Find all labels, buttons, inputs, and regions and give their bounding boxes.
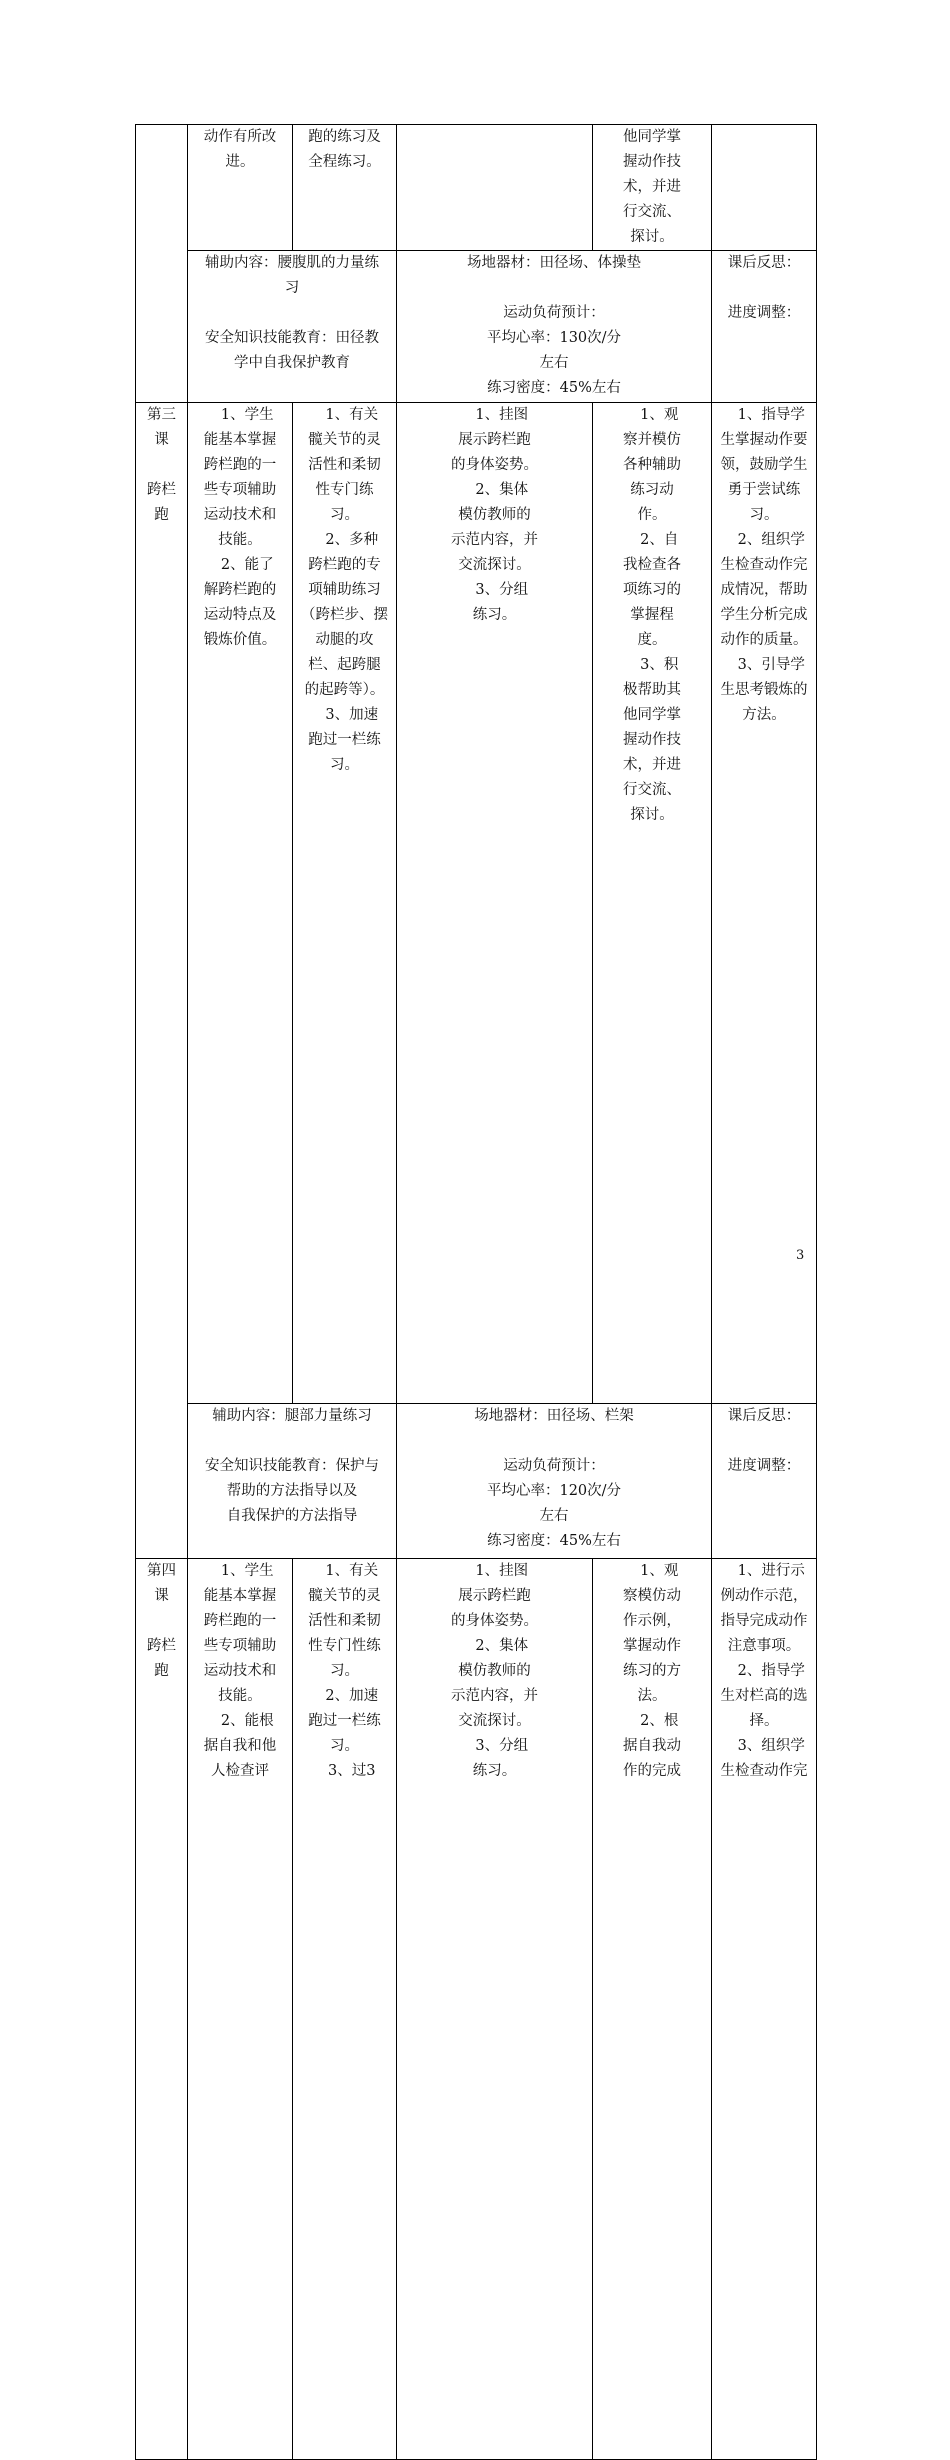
teacher-guidance-cell: 1、进行示 例动作示范， 指导完成动作 注意事项。 2、指导学 生对栏高的选 择。 3、组织学 生检查动作完 [712,1559,817,2460]
auxiliary-content-cell: 辅助内容：腿部力量练习 安全知识技能教育：保护与 帮助的方法指导以及 自我保护的方法指导 [188,1404,397,1559]
teaching-method-cell: 1、挂图 展示跨栏跑 的身体姿势。 2、集体 模仿教师的 示范内容，并 交流探讨。 3、分组 练习。 [397,403,593,1404]
content-cell: 1、有关 髋关节的灵 活性和柔韧 性专门练 习。 2、多种 跨栏跑的专 项辅助练习 （跨栏步、摆 动腿的攻 栏、起跨腿 的起跨等）。 3、加速 跑过一栏练 习。 [293,403,397,1404]
teaching-method-cell [397,125,593,251]
lesson-label-cell: 第三 课 跨栏 跑 [136,403,188,1559]
teacher-guidance-cell: 1、指导学 生掌握动作要 领，鼓励学生 勇于尝试练 习。 2、组织学 生检查动作完 成情况，帮助 学生分析完成 动作的质量。 3、引导学 生思考锻炼的 方法。 [712,403,817,1404]
auxiliary-content-cell: 辅助内容：腰腹肌的力量练 习 安全知识技能教育：田径教 学中自我保护教育 [188,251,397,403]
content-cell: 1、有关 髋关节的灵 活性和柔韧 性专门性练 习。 2、加速 跑过一栏练 习。 3、过3 [293,1559,397,2460]
table-row-auxiliary [136,251,817,403]
table-row-continuation [136,125,817,251]
lesson-plan-table [135,124,817,2460]
page-number: 3 [796,1248,805,1263]
reflection-cell: 课后反思： 进度调整： [712,251,817,403]
equipment-load-cell: 场地器材：田径场、体操垫 运动负荷预计： 平均心率：130次/分 左右 练习密度：45%左右 [397,251,712,403]
teaching-method-cell: 1、挂图 展示跨栏跑 的身体姿势。 2、集体 模仿教师的 示范内容，并 交流探讨。 3、分组 练习。 [397,1559,593,2460]
objective-cell: 动作有所改 进。 [188,125,293,251]
lesson-label-cell [136,125,188,403]
objective-cell: 1、学生 能基本掌握 跨栏跑的一 些专项辅助 运动技术和 技能。 2、能了 解跨栏跑的 运动特点及 锻炼价值。 [188,403,293,1404]
reflection-cell: 课后反思： 进度调整： [712,1404,817,1559]
lesson-label-cell: 第四 课 跨栏 跑 [136,1559,188,2460]
student-activity-cell: 1、观 察模仿动 作示例， 掌握动作 练习的方 法。 2、根 据自我动 作的完成 [593,1559,712,2460]
student-activity-cell: 1、观 察并模仿 各种辅助 练习动 作。 2、自 我检查各 项练习的 掌握程 度。 3、积 极帮助其 他同学掌 握动作技 术，并进 行交流、 探讨。 [593,403,712,1404]
teacher-guidance-cell [712,125,817,251]
table-row-auxiliary [136,1404,817,1559]
equipment-load-cell: 场地器材：田径场、栏架 运动负荷预计： 平均心率：120次/分 左右 练习密度：45%左右 [397,1404,712,1559]
content-cell: 跑的练习及 全程练习。 [293,125,397,251]
table-row-lesson-3 [136,403,817,1404]
objective-cell: 1、学生 能基本掌握 跨栏跑的一 些专项辅助 运动技术和 技能。 2、能根 据自我和他 人检查评 [188,1559,293,2460]
student-activity-cell: 他同学掌 握动作技 术，并进 行交流、 探讨。 [593,125,712,251]
table-row-lesson-4 [136,1559,817,2460]
